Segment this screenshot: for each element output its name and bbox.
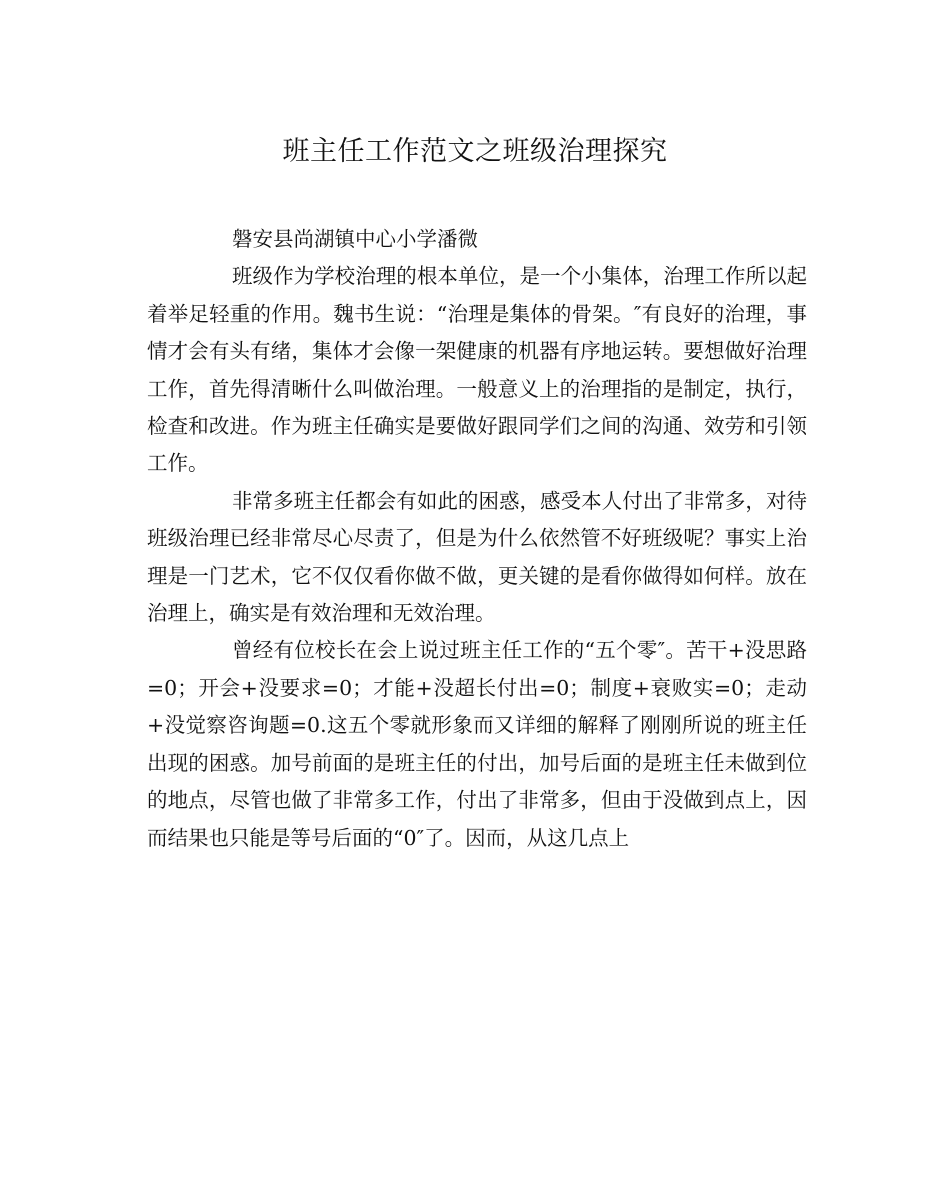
paragraph: 曾经有位校长在会上说过班主任工作的“五个零″。苦干+没思路=0；开会+没要求=0；才能+没超长付出=0；制度+衰败实=0；走动+没觉察咨询题=0.这五个零就形象而又详细的解释了刚刚所说的班主任出现的困惑。加号前面的是班主任的付出，加号后面的是班主任未做到位的地点，尽管也做了非常多工作，付出了非常多，但由于没做到点上，因而结果也只能是等号后面的“0″了。因而，从这几点上 (147, 638, 807, 850)
paragraph: 班级作为学校治理的根本单位，是一个小集体，治理工作所以起着举足轻重的作用。魏书生说：“治理是集体的骨架。″有良好的治理，事情才会有头有绪，集体才会像一架健康的机器有序地运转。要想做好治理工作，首先得清晰什么叫做治理。一般意义上的治理指的是制定，执行，检查和改进。作为班主任确实是要做好跟同学们之间的沟通、效劳和引领工作。 (147, 264, 807, 476)
paragraph: 非常多班主任都会有如此的困惑，感受本人付出了非常多，对待班级治理已经非常尽心尽责了，但是为什么依然管不好班级呢？事实上治理是一门艺术，它不仅仅看你做不做，更关键的是看你做得如何样。放在治理上，确实是有效治理和无效治理。 (147, 488, 807, 626)
document-title: 班主任工作范文之班级治理探究 (282, 136, 668, 167)
author-line: 磐安县尚湖镇中心小学潘微 (232, 227, 478, 251)
document-body (147, 221, 807, 857)
